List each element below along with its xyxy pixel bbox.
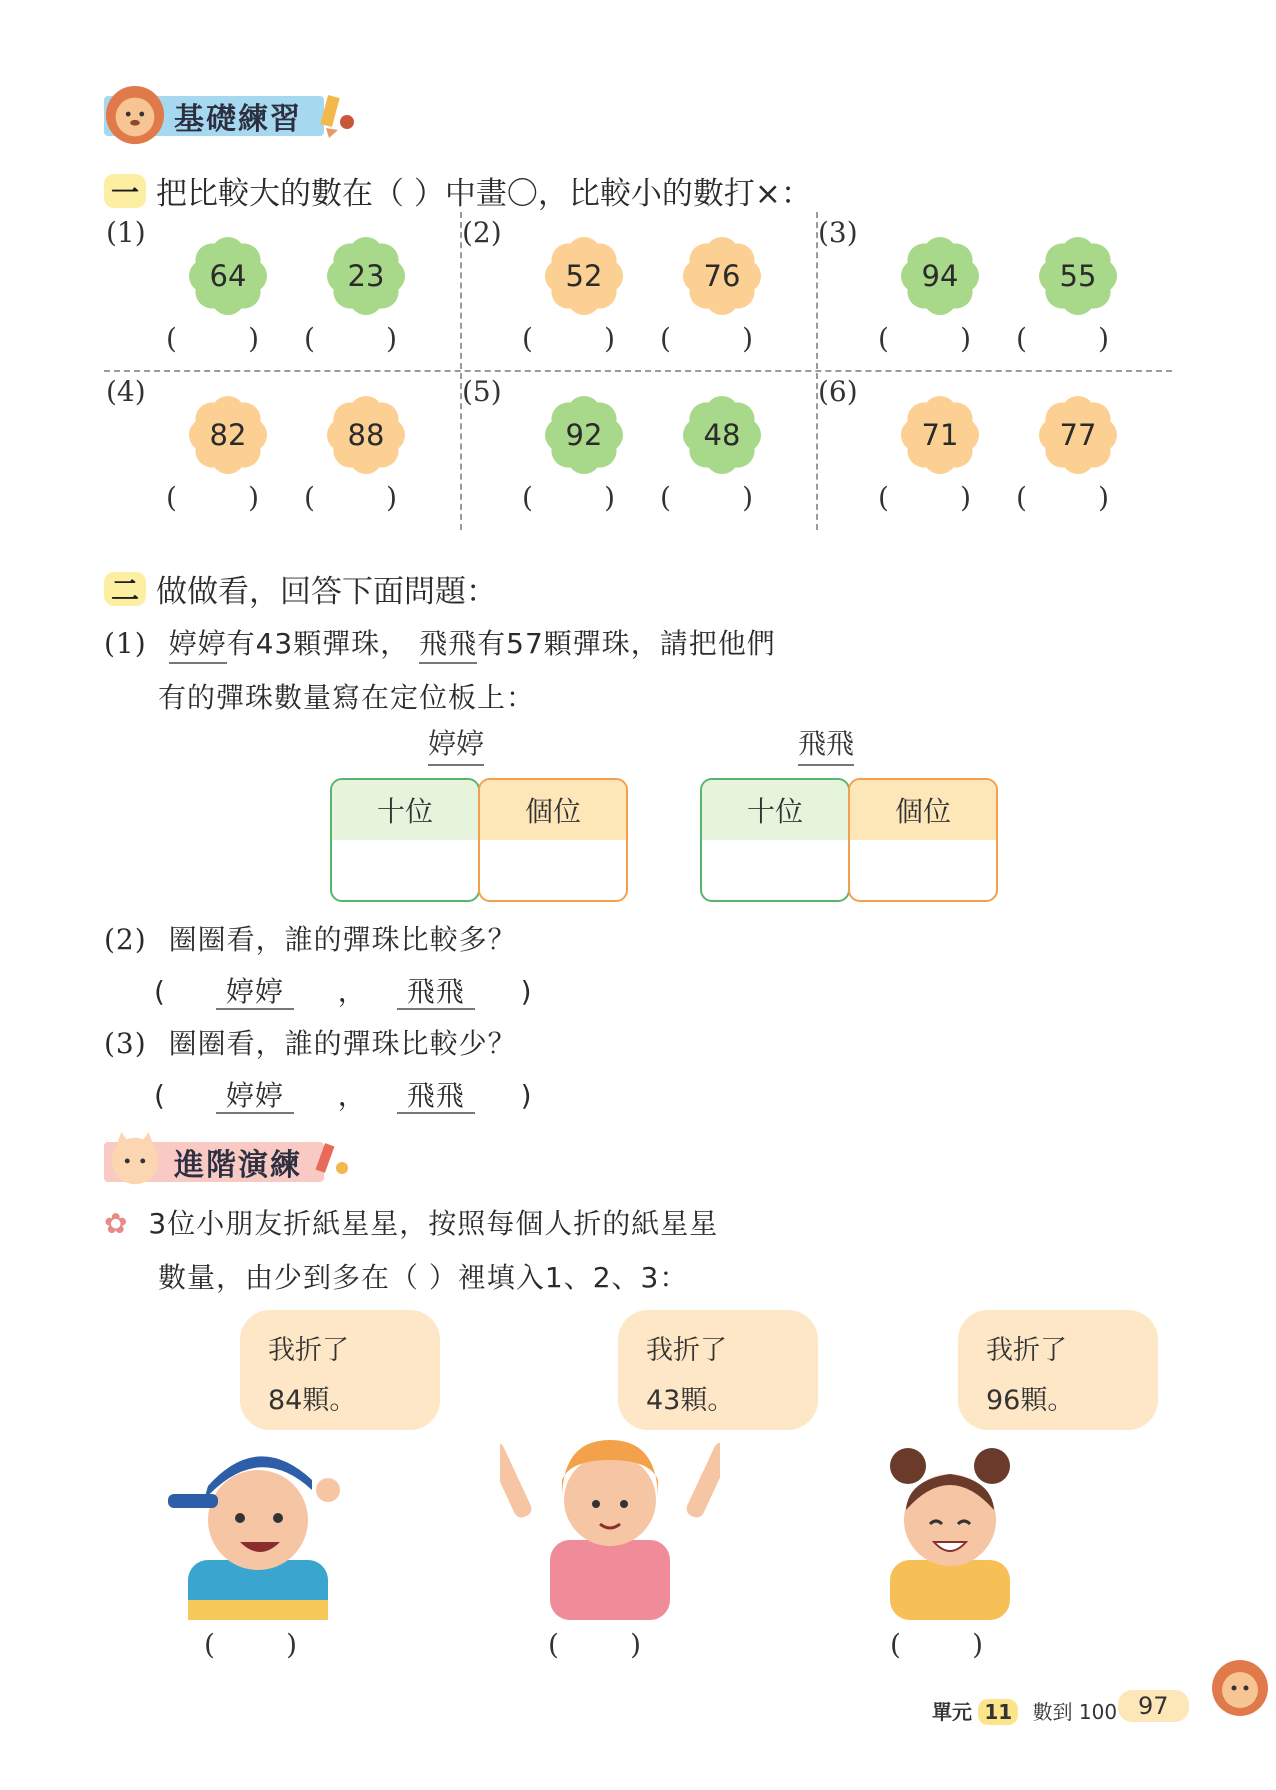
item-label: (5) bbox=[462, 375, 502, 408]
flower-number: 55 bbox=[1059, 259, 1097, 293]
question-text: 把比較大的數在（ ）中畫〇，比較小的數打×： bbox=[156, 176, 812, 212]
unit-number: 11 bbox=[978, 1699, 1018, 1725]
flower-number: 71 bbox=[921, 418, 959, 452]
bubble-line-1: 我折了 bbox=[268, 1335, 349, 1366]
question-number: 二 bbox=[104, 572, 146, 606]
ones-header: 個位 bbox=[850, 780, 996, 840]
answer-paren-1[interactable]: ( ) bbox=[204, 1628, 298, 1661]
answer-paren[interactable]: ( ) bbox=[660, 322, 754, 355]
comma: ， bbox=[337, 975, 367, 1008]
item-label: (3) bbox=[818, 216, 858, 249]
comparison-cell bbox=[816, 212, 1172, 371]
place-value-board-feifei bbox=[700, 778, 1000, 898]
place-value-board-tingting bbox=[330, 778, 630, 898]
flower-number: 88 bbox=[347, 418, 385, 452]
flower-number: 94 bbox=[921, 259, 959, 293]
comparison-cell bbox=[460, 212, 816, 371]
answer-paren[interactable]: ( ) bbox=[166, 481, 260, 514]
flower-number: 52 bbox=[565, 259, 603, 293]
flower-number: 82 bbox=[209, 418, 247, 452]
comparison-cell bbox=[816, 371, 1172, 530]
bubble-line-2: 43顆。 bbox=[646, 1385, 735, 1416]
name-feifei: 飛飛 bbox=[419, 627, 477, 664]
footer-unit bbox=[932, 1696, 1117, 1725]
answer-paren[interactable]: ( ) bbox=[878, 322, 972, 355]
answer-paren[interactable]: ( ) bbox=[304, 481, 398, 514]
pencil-icon bbox=[312, 1142, 352, 1182]
item-label: (1) bbox=[106, 216, 146, 249]
number-flower bbox=[1038, 236, 1118, 316]
text: 有43顆彈珠， bbox=[226, 627, 410, 660]
paren-open: ( bbox=[154, 975, 166, 1008]
text: 3位小朋友折紙星星，按照每個人折的紙星星 bbox=[148, 1207, 719, 1240]
choice-feifei[interactable]: 飛飛 bbox=[397, 975, 475, 1010]
lion-icon bbox=[1210, 1658, 1270, 1722]
flower-number: 77 bbox=[1059, 418, 1097, 452]
ones-column bbox=[478, 778, 628, 902]
number-flower bbox=[326, 395, 406, 475]
part-label: (3) bbox=[104, 1027, 147, 1060]
speech-bubble-1 bbox=[240, 1310, 440, 1430]
flower-number: 76 bbox=[703, 259, 741, 293]
comparison-cell bbox=[460, 371, 816, 530]
speech-bubble-2 bbox=[618, 1310, 818, 1430]
number-flower bbox=[682, 236, 762, 316]
question-1-heading bbox=[104, 168, 812, 213]
comparison-cell bbox=[104, 371, 460, 530]
question-number: 一 bbox=[104, 174, 146, 208]
question-3-line-1 bbox=[104, 1202, 718, 1242]
item-label: (6) bbox=[818, 375, 858, 408]
question-3-line-2: 數量，由少到多在（ ）裡填入1、2、3： bbox=[158, 1261, 689, 1294]
answer-paren[interactable]: ( ) bbox=[1016, 322, 1110, 355]
girl-illustration-1 bbox=[500, 1420, 720, 1620]
flower-number: 48 bbox=[703, 418, 741, 452]
flower-number: 23 bbox=[347, 259, 385, 293]
paren-close: ) bbox=[520, 975, 533, 1008]
number-flower bbox=[1038, 395, 1118, 475]
bubble-line-1: 我折了 bbox=[986, 1335, 1067, 1366]
answer-paren-3[interactable]: ( ) bbox=[890, 1628, 984, 1661]
item-label: (4) bbox=[106, 375, 146, 408]
answer-paren[interactable]: ( ) bbox=[522, 481, 616, 514]
paren-close: ) bbox=[520, 1079, 533, 1112]
flower-bullet-icon: ✿ bbox=[104, 1207, 129, 1240]
answer-paren[interactable]: ( ) bbox=[878, 481, 972, 514]
speech-bubble-3 bbox=[958, 1310, 1158, 1430]
number-comparison-grid bbox=[104, 212, 1172, 530]
unit-label: 單元 bbox=[932, 1700, 972, 1724]
number-flower bbox=[682, 395, 762, 475]
part-label: (1) bbox=[104, 627, 147, 660]
lion-icon bbox=[104, 84, 166, 146]
tens-header: 十位 bbox=[702, 780, 848, 840]
part-2-question bbox=[104, 918, 517, 958]
number-flower bbox=[188, 395, 268, 475]
question-2-heading bbox=[104, 566, 497, 611]
tens-column bbox=[330, 778, 480, 902]
pencil-icon bbox=[314, 94, 354, 138]
part-1-line-1 bbox=[104, 622, 776, 662]
answer-paren[interactable]: ( ) bbox=[304, 322, 398, 355]
paren-open: ( bbox=[154, 1079, 166, 1112]
comma: ， bbox=[337, 1079, 367, 1112]
ones-column bbox=[848, 778, 998, 902]
part-3-choices bbox=[154, 1074, 533, 1114]
section-banner-basic bbox=[104, 94, 354, 138]
bubble-line-2: 96顆。 bbox=[986, 1385, 1075, 1416]
number-flower bbox=[326, 236, 406, 316]
board-title-tingting: 婷婷 bbox=[428, 722, 484, 766]
answer-paren[interactable]: ( ) bbox=[660, 481, 754, 514]
choice-feifei[interactable]: 飛飛 bbox=[397, 1079, 475, 1114]
answer-paren-2[interactable]: ( ) bbox=[548, 1628, 642, 1661]
ones-header: 個位 bbox=[480, 780, 626, 840]
part-3-question bbox=[104, 1022, 517, 1062]
cat-icon bbox=[104, 1128, 166, 1190]
item-label: (2) bbox=[462, 216, 502, 249]
part-label: (2) bbox=[104, 923, 147, 956]
tens-header: 十位 bbox=[332, 780, 478, 840]
comparison-cell bbox=[104, 212, 460, 371]
name-tingting: 婷婷 bbox=[169, 627, 227, 664]
page-number: 97 bbox=[1118, 1690, 1189, 1722]
banner-title: 基礎練習 bbox=[104, 96, 324, 136]
bubble-line-2: 84顆。 bbox=[268, 1385, 357, 1416]
bubble-line-1: 我折了 bbox=[646, 1335, 727, 1366]
flower-number: 64 bbox=[209, 259, 247, 293]
choice-tingting[interactable]: 婷婷 bbox=[216, 1079, 294, 1114]
number-flower bbox=[544, 236, 624, 316]
flower-number: 92 bbox=[565, 418, 603, 452]
question-text: 做做看，回答下面問題： bbox=[156, 574, 497, 610]
number-flower bbox=[900, 236, 980, 316]
text: 有57顆彈珠，請把他們 bbox=[477, 627, 776, 660]
number-flower bbox=[544, 395, 624, 475]
boy-illustration bbox=[168, 1430, 368, 1620]
answer-paren[interactable]: ( ) bbox=[522, 322, 616, 355]
text: 圈圈看，誰的彈珠比較多？ bbox=[168, 923, 517, 956]
banner-title: 進階演練 bbox=[104, 1142, 324, 1182]
part-1-line-2: 有的彈珠數量寫在定位板上： bbox=[158, 681, 536, 714]
part-2-choices bbox=[154, 970, 533, 1010]
answer-paren[interactable]: ( ) bbox=[166, 322, 260, 355]
unit-title: 數到 100 bbox=[1032, 1700, 1118, 1724]
board-title-feifei: 飛飛 bbox=[798, 722, 854, 766]
number-flower bbox=[900, 395, 980, 475]
girl-illustration-2 bbox=[880, 1440, 1020, 1620]
choice-tingting[interactable]: 婷婷 bbox=[216, 975, 294, 1010]
text: 圈圈看，誰的彈珠比較少？ bbox=[168, 1027, 517, 1060]
section-banner-advanced bbox=[104, 1142, 352, 1182]
answer-paren[interactable]: ( ) bbox=[1016, 481, 1110, 514]
number-flower bbox=[188, 236, 268, 316]
tens-column bbox=[700, 778, 850, 902]
